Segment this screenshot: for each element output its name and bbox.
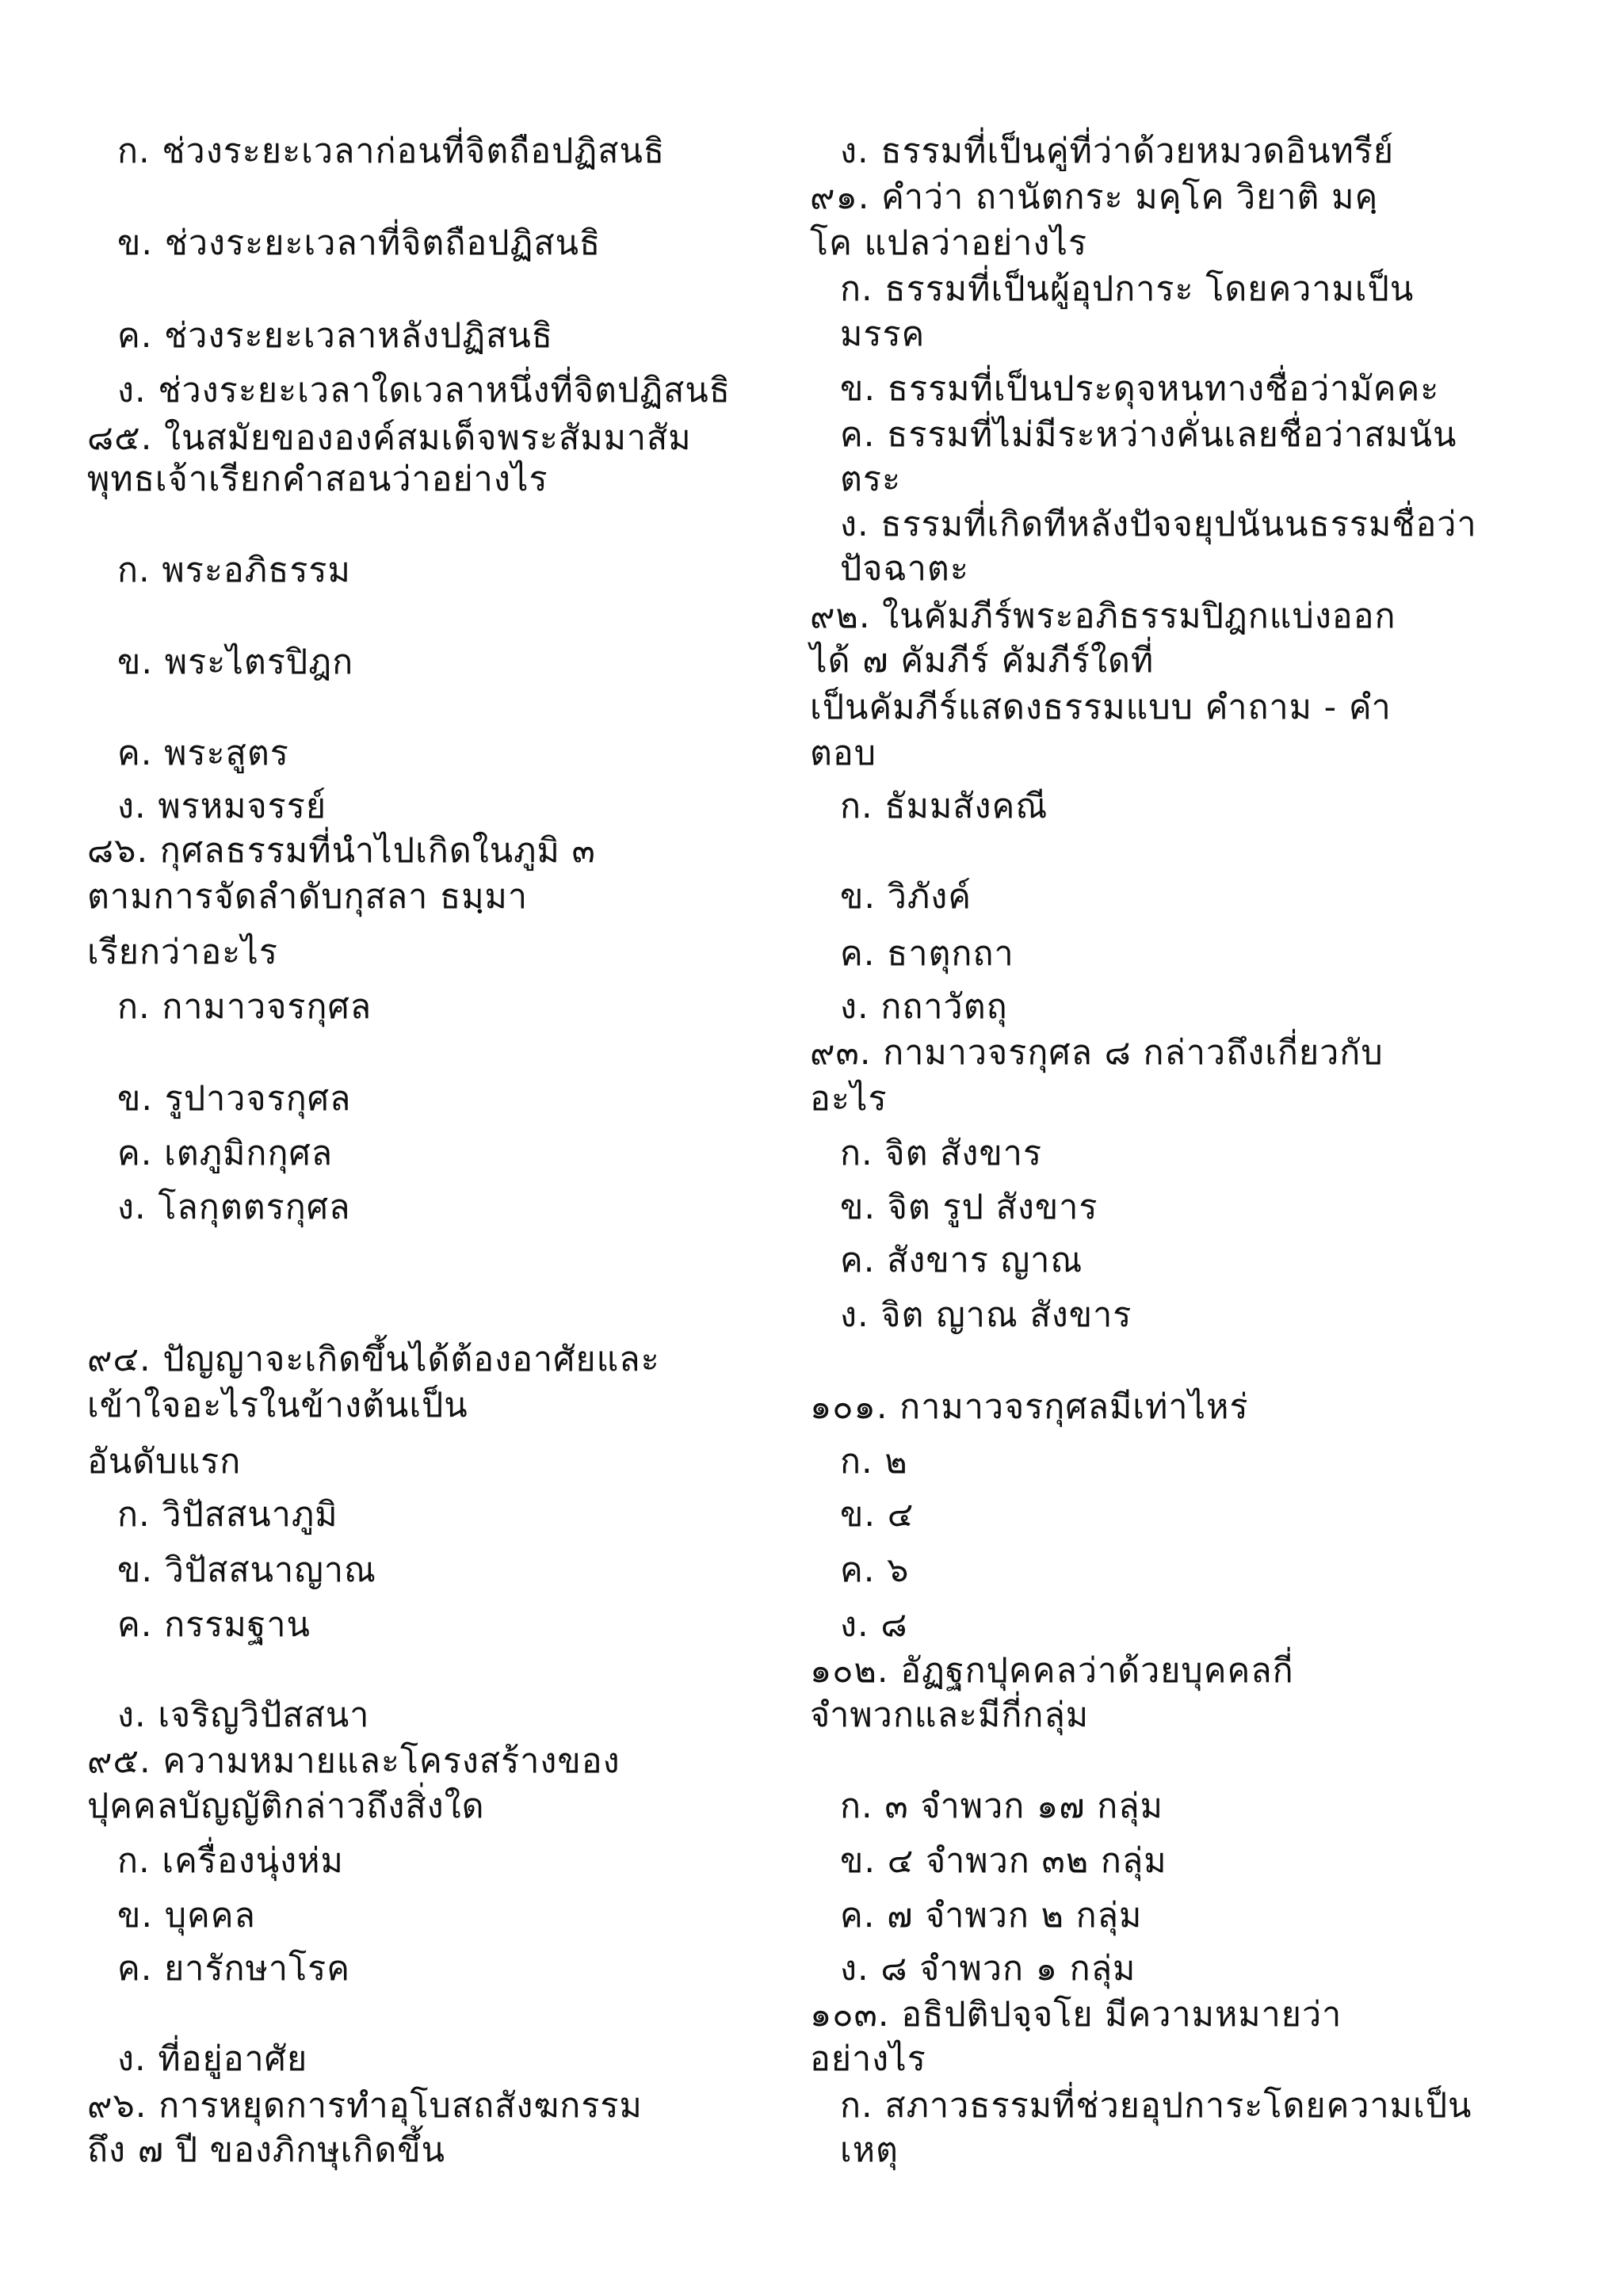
answer-option-line: ปัจฉาตะ bbox=[840, 549, 969, 589]
answer-option-line: ก. ๓ จำพวก ๑๗ กลุ่ม bbox=[840, 1787, 1163, 1826]
question-line: อะไร bbox=[810, 1079, 888, 1119]
question-line: ๑๐๓. อธิปติปจฺจโย มีความหมายว่า bbox=[810, 1995, 1342, 2035]
answer-option-line: ง. โลกุตตรกุศล bbox=[117, 1188, 351, 1227]
answer-option-line: ข. รูปาวจรกุศล bbox=[117, 1079, 352, 1119]
question-line: เรียกว่าอะไร bbox=[87, 933, 278, 972]
answer-option-line: ค. ธรรมที่ไม่มีระหว่างคั่นเลยชื่อว่าสมนัน bbox=[840, 415, 1457, 455]
answer-option-line: ค. ๗ จำพวก ๒ กลุ่ม bbox=[840, 1896, 1143, 1936]
answer-option-line: ข. ๔ bbox=[840, 1495, 915, 1535]
answer-option-line: ข. พระไตรปิฎก bbox=[117, 643, 354, 682]
question-line: จำพวกและมีกี่กลุ่ม bbox=[810, 1695, 1090, 1735]
question-line: ถึง ๗ ปี ของภิกษุเกิดขึ้น bbox=[87, 2130, 446, 2170]
answer-option-line: ง. ธรรมที่เป็นคู่ที่ว่าด้วยหมวดอินทรีย์ bbox=[840, 132, 1395, 171]
question-line: อันดับแรก bbox=[87, 1442, 242, 1482]
answer-option-line: ง. ๘ จำพวก ๑ กลุ่ม bbox=[840, 1949, 1136, 1989]
question-line: ตอบ bbox=[810, 734, 877, 773]
answer-option-line: ตระ bbox=[840, 460, 902, 499]
answer-option-line: ข. จิต รูป สังขาร bbox=[840, 1188, 1098, 1227]
answer-option-line: ง. ที่อยู่อาศัย bbox=[117, 2039, 308, 2079]
question-line: ๙๒. ในคัมภีร์พระอภิธรรมปิฎกแบ่งออก bbox=[810, 597, 1396, 636]
answer-option-line: มรรค bbox=[840, 315, 926, 354]
answer-option-line: ค. ๖ bbox=[840, 1550, 910, 1590]
answer-option-line: ก. สภาวธรรมที่ช่วยอุปการะโดยความเป็น bbox=[840, 2086, 1472, 2126]
answer-option-line: ค. สังขาร ญาณ bbox=[840, 1241, 1083, 1280]
answer-option-line: ง. ช่วงระยะเวลาใดเวลาหนึ่งที่จิตปฏิสนธิ bbox=[117, 371, 731, 410]
answer-option-line: ง. ธรรมที่เกิดทีหลังปัจจยุปนันนธรรมชื่อว่า bbox=[840, 505, 1477, 544]
question-line: เป็นคัมภีร์แสดงธรรมแบบ คำถาม - คำ bbox=[810, 688, 1392, 727]
answer-option-line: ข. วิภังค์ bbox=[840, 877, 972, 917]
answer-option-line: ง. พรหมจรรย์ bbox=[117, 787, 327, 826]
answer-option-line: ง. กถาวัตถุ bbox=[840, 987, 1008, 1027]
question-line: ๙๖. การหยุดการทำอุโบสถสังฆกรรม bbox=[87, 2086, 643, 2126]
question-line: โค แปลว่าอย่างไร bbox=[810, 223, 1088, 263]
answer-option-line: ก. ธรรมที่เป็นผู้อุปการะ โดยความเป็น bbox=[840, 269, 1415, 309]
answer-option-line: ค. ธาตุกถา bbox=[840, 934, 1014, 974]
answer-option-line: ค. กรรมฐาน bbox=[117, 1605, 311, 1645]
question-line: ๘๕. ในสมัยขององค์สมเด็จพระสัมมาสัม bbox=[87, 418, 692, 458]
answer-option-line: ข. วิปัสสนาญาณ bbox=[117, 1550, 376, 1590]
question-line: ๘๖. กุศลธรรมที่นำไปเกิดในภูมิ ๓ bbox=[87, 831, 596, 871]
answer-option-line: เหตุ bbox=[840, 2130, 899, 2170]
question-line: ๙๕. ความหมายและโครงสร้างของ bbox=[87, 1741, 621, 1781]
answer-option-line: ก. วิปัสสนาภูมิ bbox=[117, 1495, 338, 1535]
answer-option-line: ง. เจริญวิปัสสนา bbox=[117, 1695, 370, 1735]
answer-option-line: ก. จิต สังขาร bbox=[840, 1134, 1043, 1173]
answer-option-line: ข. บุคคล bbox=[117, 1896, 256, 1936]
question-line: เข้าใจอะไรในข้างต้นเป็น bbox=[87, 1386, 468, 1425]
question-line: อย่างไร bbox=[810, 2039, 926, 2079]
question-line: ๙๓. กามาวจรกุศล ๘ กล่าวถึงเกี่ยวกับ bbox=[810, 1033, 1384, 1073]
answer-option-line: ค. พระสูตร bbox=[117, 734, 289, 773]
answer-option-line: ค. ยารักษาโรค bbox=[117, 1949, 351, 1989]
question-line: พุทธเจ้าเรียกคำสอนว่าอย่างไร bbox=[87, 460, 548, 499]
answer-option-line: ง. ๘ bbox=[840, 1605, 908, 1645]
question-line: ๙๑. คำว่า ถานัตกระ มคฺโค วิยาติ มคฺ bbox=[810, 177, 1379, 217]
answer-option-line: ก. ช่วงระยะเวลาก่อนที่จิตถือปฏิสนธิ bbox=[117, 132, 666, 171]
question-line: ปุคคลบัญญัติกล่าวถึงสิ่งใด bbox=[87, 1787, 485, 1826]
answer-option-line: ก. เครื่องนุ่งห่ม bbox=[117, 1841, 344, 1881]
answer-option-line: ข. ธรรมที่เป็นประดุจหนทางชื่อว่ามัคคะ bbox=[840, 369, 1440, 409]
answer-option-line: ค. ช่วงระยะเวลาหลังปฏิสนธิ bbox=[117, 316, 553, 356]
answer-option-line: ข. ๔ จำพวก ๓๒ กลุ่ม bbox=[840, 1841, 1167, 1881]
answer-option-line: ค. เตภูมิกกุศล bbox=[117, 1134, 334, 1173]
answer-option-line: ก. กามาวจรกุศล bbox=[117, 987, 372, 1027]
answer-option-line: ข. ช่วงระยะเวลาที่จิตถือปฏิสนธิ bbox=[117, 223, 601, 263]
answer-option-line: ก. ๒ bbox=[840, 1442, 908, 1482]
answer-option-line: ก. ธัมมสังคณี bbox=[840, 787, 1048, 826]
question-line: ๙๔. ปัญญาจะเกิดขึ้นได้ต้องอาศัยและ bbox=[87, 1340, 660, 1379]
answer-option-line: ก. พระอภิธรรม bbox=[117, 551, 351, 590]
question-line: ตามการจัดลำดับกุสลา ธมฺมา bbox=[87, 877, 529, 917]
question-line: ๑๐๑. กามาวจรกุศลมีเท่าไหร่ bbox=[810, 1387, 1249, 1427]
question-line: ๑๐๒. อัฏฐกปุคคลว่าด้วยบุคคลกี่ bbox=[810, 1651, 1294, 1691]
answer-option-line: ง. จิต ญาณ สังขาร bbox=[840, 1295, 1132, 1335]
question-line: ได้ ๗ คัมภีร์ คัมภีร์ใดที่ bbox=[810, 641, 1155, 681]
